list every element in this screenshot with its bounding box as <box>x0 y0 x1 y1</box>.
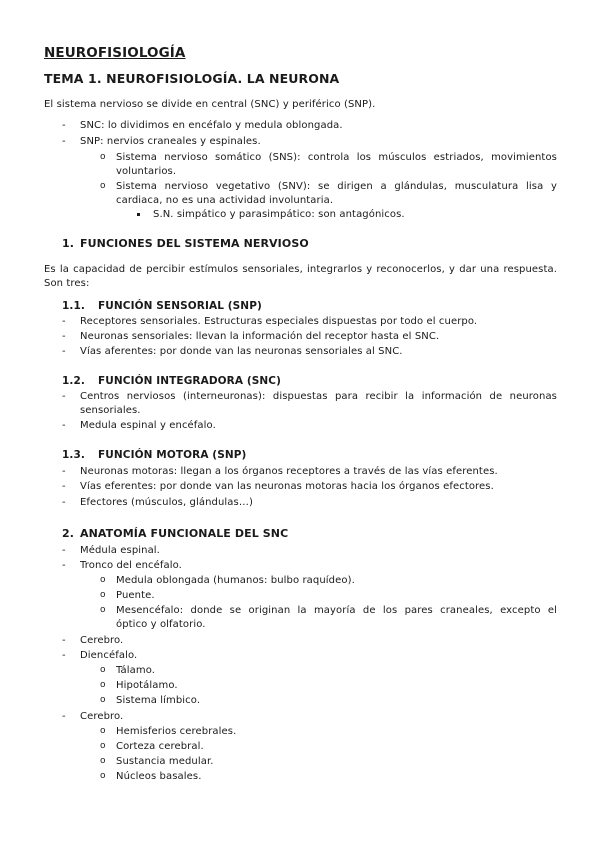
list-item: Neuronas sensoriales: llevan la información del receptor hasta el SNC. <box>80 331 440 342</box>
bullet-circle: o <box>100 152 106 162</box>
bullet-dash: - <box>62 346 66 357</box>
list-item: Hipotálamo. <box>116 680 178 691</box>
section-1-1-number: 1.1. <box>62 300 85 312</box>
list-item: Neuronas motoras: llegan a los órganos receptores a través de las vías eferentes. <box>80 466 498 477</box>
list-item: Diencéfalo. <box>80 650 138 661</box>
section-1-3-number: 1.3. <box>62 449 85 461</box>
bullet-dash: - <box>62 635 66 646</box>
bullet-square <box>137 213 140 216</box>
bullet-circle: o <box>100 575 106 585</box>
list-item-snv-cont: cardiaca, no es una actividad involuntaria. <box>116 195 334 206</box>
list-item: Núcleos basales. <box>116 771 202 782</box>
topic-heading: TEMA 1. NEUROFISIOLOGÍA. LA NEURONA <box>44 71 340 86</box>
bullet-dash: - <box>62 560 66 571</box>
section-1-2-title: FUNCIÓN INTEGRADORA (SNC) <box>98 375 281 387</box>
bullet-circle: o <box>100 756 106 766</box>
bullet-dash: - <box>62 136 66 147</box>
bullet-circle: o <box>100 590 106 600</box>
bullet-dash: - <box>62 466 66 477</box>
bullet-circle: o <box>100 605 106 615</box>
list-item: Medula oblongada (humanos: bulbo raquídeo). <box>116 575 355 586</box>
list-item-sn-symp: S.N. simpático y parasimpático: son antagónicos. <box>153 209 405 220</box>
list-item: Tálamo. <box>116 665 156 676</box>
section-1-title: FUNCIONES DEL SISTEMA NERVIOSO <box>80 237 309 250</box>
list-item: Sistema límbico. <box>116 695 201 706</box>
section-1-2-number: 1.2. <box>62 375 85 387</box>
list-item-snv: Sistema nervioso vegetativo (SNV): se dirigen a glándulas, musculatura lisa y <box>116 181 557 192</box>
bullet-circle: o <box>100 695 106 705</box>
list-item-cont: sensoriales. <box>80 405 141 416</box>
section-1-3-title: FUNCIÓN MOTORA (SNP) <box>98 449 247 461</box>
list-item: Sustancia medular. <box>116 756 214 767</box>
bullet-dash: - <box>62 120 66 131</box>
section-1-paragraph: Es la capacidad de percibir estímulos sensoriales, integrarlos y reconocerlos, y dar una respuesta. <box>44 264 557 275</box>
section-1-paragraph-cont: Son tres: <box>44 278 90 289</box>
bullet-dash: - <box>62 650 66 661</box>
bullet-circle: o <box>100 726 106 736</box>
bullet-circle: o <box>100 680 106 690</box>
list-item-sns-cont: voluntarios. <box>116 166 177 177</box>
list-item: Puente. <box>116 590 155 601</box>
bullet-circle: o <box>100 771 106 781</box>
bullet-circle: o <box>100 665 106 675</box>
bullet-dash: - <box>62 545 66 556</box>
list-item: Médula espinal. <box>80 545 160 556</box>
list-item: Cerebro. <box>80 635 124 646</box>
list-item: Receptores sensoriales. Estructuras especiales dispuestas por todo el cuerpo. <box>80 316 478 327</box>
document-title: NEUROFISIOLOGÍA <box>44 45 186 61</box>
section-2-number: 2. <box>62 527 75 540</box>
list-item-snp: SNP: nervios craneales y espinales. <box>80 136 261 147</box>
list-item-snc: SNC: lo dividimos en encéfalo y medula oblongada. <box>80 120 343 131</box>
list-item: Efectores (músculos, glándulas…) <box>80 497 253 508</box>
list-item: Corteza cerebral. <box>116 741 204 752</box>
list-item: Vías aferentes: por donde van las neuronas sensoriales al SNC. <box>80 346 403 357</box>
bullet-dash: - <box>62 391 66 402</box>
list-item: Vías eferentes: por donde van las neuronas motoras hacia los órganos efectores. <box>80 481 494 492</box>
list-item: Centros nerviosos (interneuronas): dispuestas para recibir la información de neuronas <box>80 391 557 402</box>
section-1-number: 1. <box>62 237 75 250</box>
intro-paragraph: El sistema nervioso se divide en central (SNC) y periférico (SNP). <box>44 99 376 110</box>
bullet-circle: o <box>100 741 106 751</box>
list-item: Mesencéfalo: donde se originan la mayoría de los pares craneales, excepto el <box>116 605 557 616</box>
list-item: Cerebro. <box>80 711 124 722</box>
section-1-1-title: FUNCIÓN SENSORIAL (SNP) <box>98 300 262 312</box>
list-item-cont: óptico y olfatorio. <box>116 619 206 630</box>
list-item-sns: Sistema nervioso somático (SNS): controla los músculos estriados, movimientos <box>116 152 557 163</box>
bullet-circle: o <box>100 181 106 191</box>
bullet-dash: - <box>62 711 66 722</box>
list-item: Hemisferios cerebrales. <box>116 726 237 737</box>
section-2-title: ANATOMÍA FUNCIONALE DEL SNC <box>80 527 289 540</box>
bullet-dash: - <box>62 497 66 508</box>
bullet-dash: - <box>62 316 66 327</box>
list-item: Medula espinal y encéfalo. <box>80 420 216 431</box>
list-item: Tronco del encéfalo. <box>80 560 182 571</box>
bullet-dash: - <box>62 481 66 492</box>
bullet-dash: - <box>62 331 66 342</box>
bullet-dash: - <box>62 420 66 431</box>
